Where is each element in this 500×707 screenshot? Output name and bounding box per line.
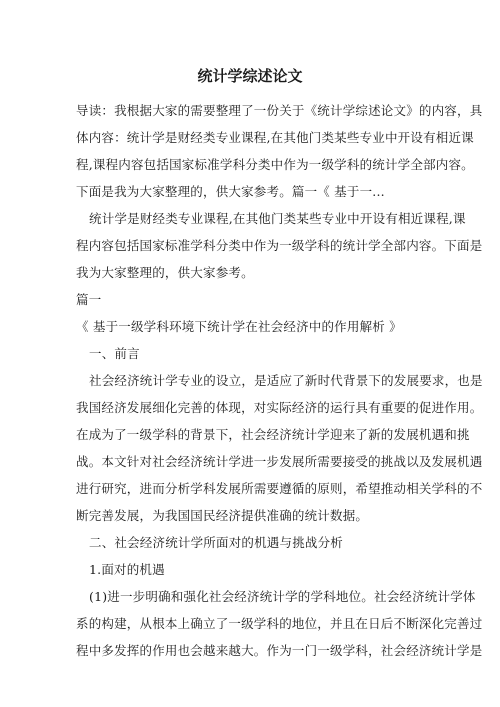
paragraph-line: 断完善发展，为我国国民经济提供准确的统计数据。 [76, 508, 369, 523]
paragraph-line: 程中多发挥的作用也会越来越大。作为一门一级学科，社会经济统计学是 [76, 643, 483, 658]
intro-line-2: 体内容：统计学是财经类专业课程,在其他门类某些专业中开设有相近课 [76, 130, 474, 145]
subsection-heading: 1.面对的机遇 [89, 562, 165, 577]
paragraph-line: 在成为了一级学科的背景下，社会经济统计学迎来了新的发展机遇和挑 [76, 427, 470, 442]
document-title: 统计学综述论文 [197, 67, 303, 85]
article-title: 《 基于一级学科环境下统计学在社会经济中的作用解析 》 [76, 319, 402, 334]
intro-line-3: 程,课程内容包括国家标准学科分类中作为一级学科的统计学全部内容。 [76, 157, 474, 172]
paragraph-line: 进行研究，进而分析学科发展所需要遵循的原则，希望推动相关学科的不 [76, 481, 483, 496]
section-heading: 二、社会经济统计学所面对的机遇与挑战分析 [89, 535, 344, 550]
paragraph-line: 程内容包括国家标准学科分类中作为一级学科的统计学全部内容。下面是 [76, 238, 483, 253]
paragraph-line: 我国经济发展细化完善的体现，对实际经济的运行具有重要的促进作用。 [76, 400, 483, 415]
paragraph-line: 我为大家整理的，供大家参考。 [76, 265, 254, 280]
section-heading: 篇一 [76, 292, 102, 307]
paragraph-line: 统计学是财经类专业课程,在其他门类某些专业中开设有相近课程,课 [89, 211, 466, 226]
intro-line-4: 下面是我为大家整理的，供大家参考。篇一《 基于一... [76, 184, 385, 199]
intro-line-1: 导读：我根据大家的需要整理了一份关于《统计学综述论文》的内容，具 [76, 103, 483, 118]
paragraph-line: 社会经济统计学专业的设立，是适应了新时代背景下的发展要求，也是 [89, 373, 483, 388]
section-heading: 一、前言 [89, 346, 140, 361]
paragraph-line: 战。本文针对社会经济统计学进一步发展所需要接受的挑战以及发展机遇 [76, 454, 483, 469]
paragraph-line: 系的构建，从根本上确立了一级学科的地位，并且在日后不断深化完善过 [76, 616, 483, 631]
paragraph-line: (1)进一步明确和强化社会经济统计学的学科地位。社会经济统计学体 [89, 589, 476, 604]
